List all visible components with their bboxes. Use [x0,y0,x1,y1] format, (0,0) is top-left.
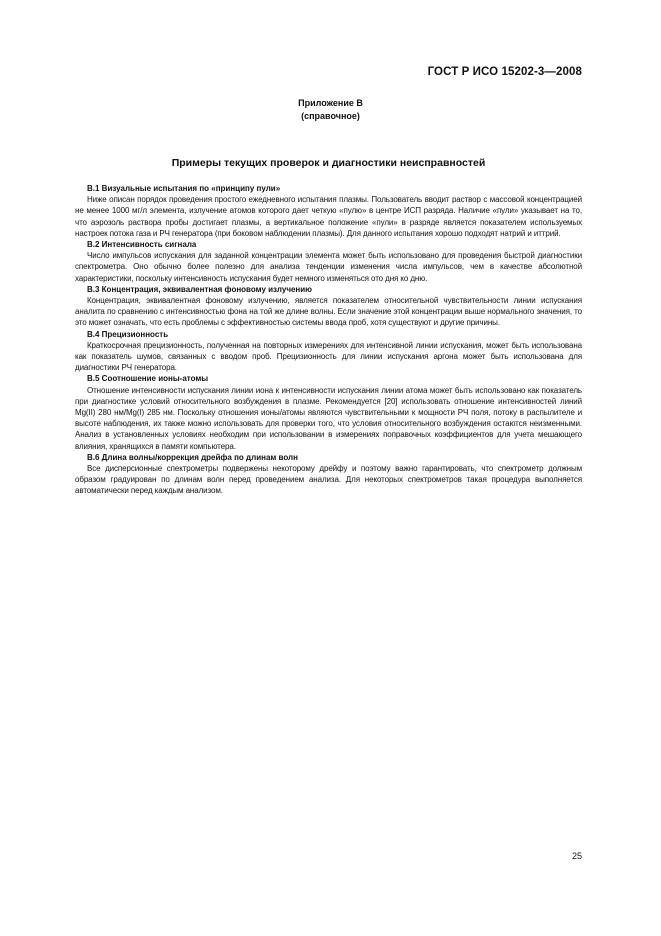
section-b5 [75,373,582,451]
annex-heading [0,97,661,123]
page-number: 25 [571,851,582,861]
section-b3 [75,284,582,329]
section-text: Ниже описан порядок проведения простого ежедневного испытания плазмы. Пользователь вводит раствор с массовой концентрацией не менее 1000 мг/л элемента, излучение атомов которого дает четкую «пулю» в центре ИСП разряда. Наличие «пули» указывает на то, что аэрозоль раствора пробы достигает плазмы, а вертикальное положение «пули» в разряде является показателем используемых настроек потока газа и РЧ генератора (при боковом наблюдении плазмы). Для данного испытания хорошо подходят натрий и иттрий. [75,195,582,238]
section-b6 [75,452,582,497]
section-text: Концентрация, эквивалентная фоновому излучению, является показателем относительной чувствительности линии испускания аналита по сравнению с интенсивностью фона на той же длине волны. Если значение этой концентрации выше нормального значения, то это может означать, что есть проблемы с эффективностью системы ввода проб, хотя существуют и другие причины. [75,296,582,328]
section-heading: В.4 Прецизионность [87,329,169,339]
annex-type: (справочное) [301,111,360,121]
section-text: Краткосрочная прецизионность, полученная на повторных измерениях для интенсивной линии испускания, может быть использована как показатель шумов, связанных с вводом проб. Прецизионность для линии испускания аргона может быть использована для диагностики РЧ генератора. [75,340,582,373]
annex-label: Приложение В [298,98,363,108]
section-b2 [75,239,582,284]
section-b4 [75,329,582,374]
section-heading: В.3 Концентрация, эквивалентная фоновому излучению [87,284,313,294]
section-heading: В.6 Длина волны/коррекция дрейфа по длинам волн [87,452,298,462]
section-text: Все дисперсионные спектрометры подвержены некоторому дрейфу и поэтому важно гарантировать, что спектрометр должным образом градуирован по длинам волн перед проведением анализа. Для некоторых спектрометров такая процедура выполняется автоматически перед каждым анализом. [75,464,582,496]
annex-title: Примеры текущих проверок и диагностики неисправностей [171,157,486,169]
document-body [75,183,582,497]
section-heading: В.1 Визуальные испытания по «принципу пули» [87,184,281,193]
section-text: Отношение интенсивности испускания линии иона к интенсивности испускания линии атома может быть использовано как показатель при диагностике условий относительного возбуждения в плазме. Рекомендуется [20] использовать отношение интенсивностей линий Mg(II) 280 нм/Mg(I) 285 нм. Поскольку отношения ионы/атомы являются чувствительными к мощности РЧ поля, потоку в распылителе и высоте наблюдения, их также можно использовать для проверки того, что условия относительного возбуждения остаются неизменными. Анализ в установленных условиях необходим при использовании в измерениях поправочных коэффициентов для учета мешающего влияния, хранящихся в памяти компьютера. [75,385,582,451]
section-heading: В.2 Интенсивность сигнала [87,240,197,250]
section-heading: В.5 Соотношение ионы-атомы [87,374,209,384]
section-text: Число импульсов испускания для заданной концентрации элемента может быть использовано для проведения быстрой диагностики спектрометра. Оно обычно более полезно для анализа тенденции изменения числа импульсов, чем в качестве абсолютной характеристики, поскольку интенсивность испускания будет немного изменяться ото дня ко дню. [75,251,582,283]
standard-code: ГОСТ Р ИСО 15202-3—2008 [427,66,582,78]
section-b1 [75,183,582,239]
